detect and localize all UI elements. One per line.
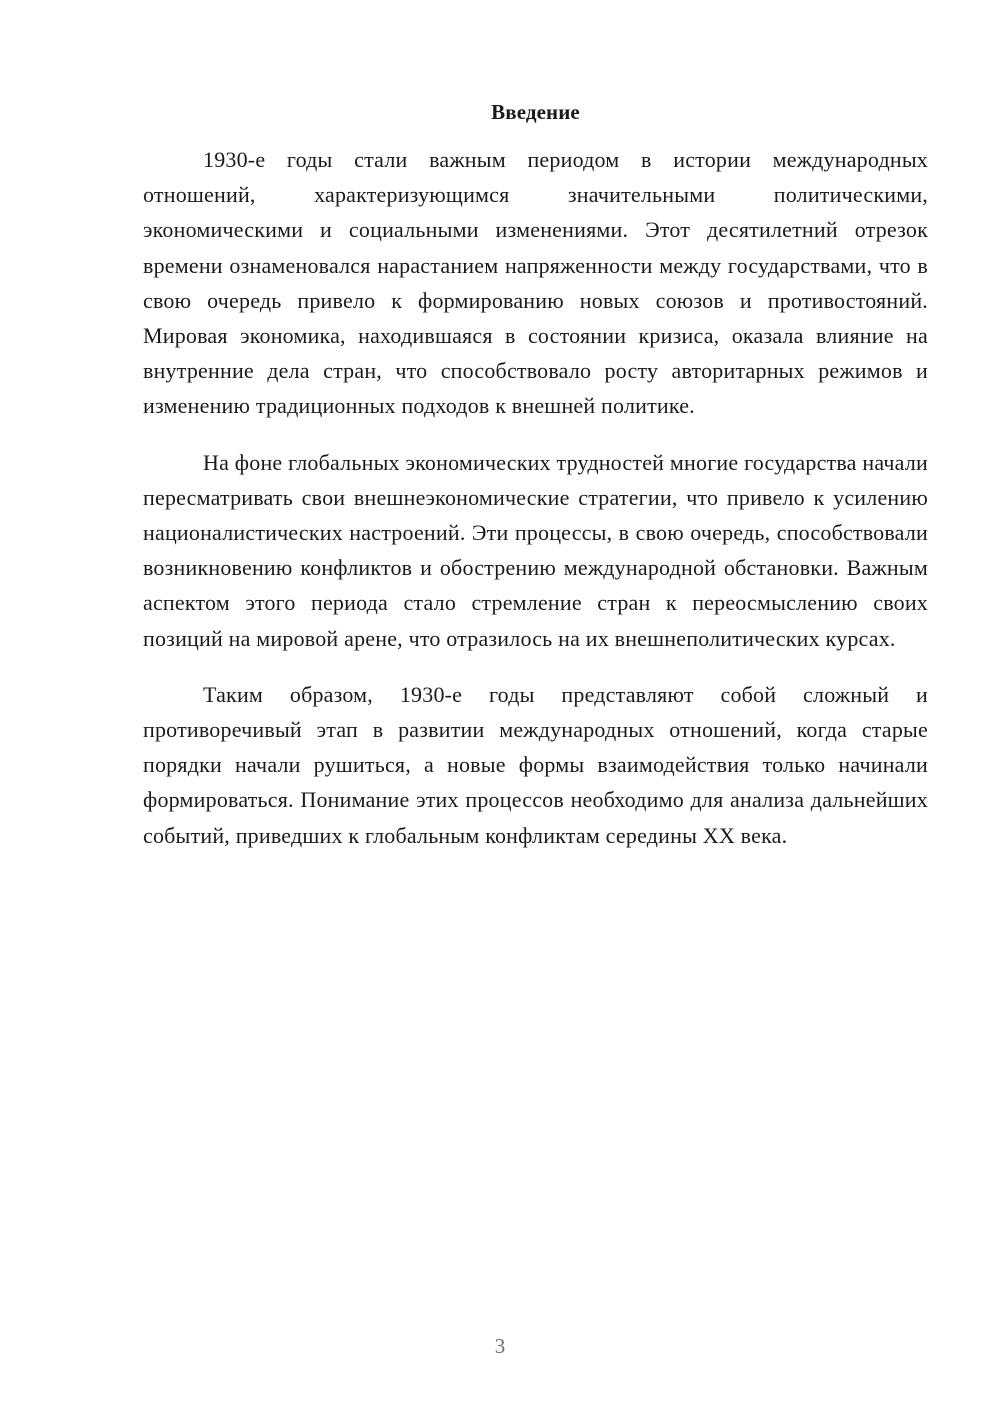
page-title: Введение — [491, 100, 580, 124]
paragraph-1: 1930-е годы стали важным периодом в истории международных отношений, характеризующимся значительными политическими, экономическими и социальными изменениями. Этот десятилетний отрезок времени ознаменовался нарастанием напряженности между государствами, что в свою очередь привело к формированию новых союзов и противостояний. Мировая экономика, находившаяся в состоянии кризиса, оказала влияние на внутренние дела стран, что способствовало росту авторитарных режимов и изменению традиционных подходов к внешней политике. — [143, 147, 928, 419]
paragraph-2: На фоне глобальных экономических трудностей многие государства начали пересматривать свои внешнеэкономические стратегии, что привело к усилению националистических настроений. Эти процессы, в свою очередь, способствовали возникновению конфликтов и обострению международной обстановки. Важным аспектом этого периода стало стремление стран к переосмыслению своих позиций на мировой арене, что отразилось на их внешнеполитических курсах. — [143, 449, 928, 651]
paragraph-3: Таким образом, 1930-е годы представляют собой сложный и противоречивый этап в развитии международных отношений, когда старые порядки начали рушиться, а новые формы взаимодействия только начинали формироваться. Понимание этих процессов необходимо для анализа дальнейших событий, приведших к глобальным конфликтам середины XX века. — [143, 681, 928, 848]
document-content — [143, 94, 928, 874]
page-number: 3 — [494, 1334, 506, 1358]
